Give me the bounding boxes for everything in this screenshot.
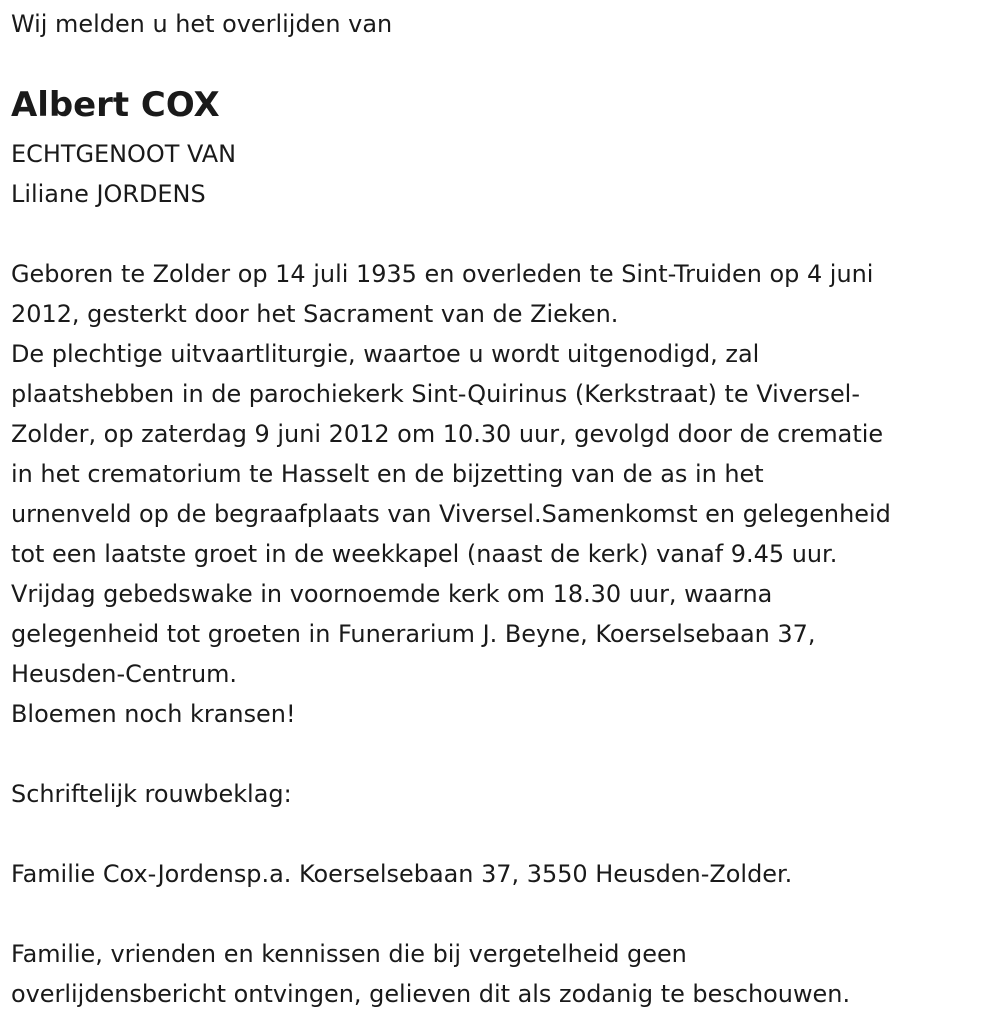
body-line: De plechtige uitvaartliturgie, waartoe u wordt uitgenodigd, zal [11, 340, 760, 368]
notice-body [11, 254, 991, 734]
spacer [11, 214, 991, 254]
closing-line: Familie, vrienden en kennissen die bij vergetelheid geen [11, 940, 687, 968]
closing-line: overlijdensbericht ontvingen, gelieven dit als zodanig te beschouwen. [11, 980, 851, 1008]
condolence-label: Schriftelijk rouwbeklag: [11, 780, 292, 808]
spacer [11, 894, 991, 934]
body-line: Zolder, op zaterdag 9 juni 2012 om 10.30 uur, gevolgd door de crematie [11, 420, 884, 448]
spacer [11, 734, 991, 774]
body-line: Heusden-Centrum. [11, 660, 238, 688]
deceased-name: Albert COX [11, 86, 220, 125]
body-line: Bloemen noch kransen! [11, 700, 296, 728]
relation-text: ECHTGENOOT VAN [11, 140, 237, 168]
spacer [11, 814, 991, 854]
body-line: gelegenheid tot groeten in Funerarium J. Beyne, Koerselsebaan 37, [11, 620, 816, 648]
family-address: Familie Cox-Jordensp.a. Koerselsebaan 37, 3550 Heusden-Zolder. [11, 860, 793, 888]
body-line: tot een laatste groet in de weekkapel (naast de kerk) vanaf 9.45 uur. [11, 540, 838, 568]
body-line: 2012, gesterkt door het Sacrament van de Zieken. [11, 300, 619, 328]
body-line: Geboren te Zolder op 14 juli 1935 en overleden te Sint-Truiden op 4 juni [11, 260, 874, 288]
obituary-notice [11, 0, 991, 1014]
body-line: urnenveld op de begraafplaats van Viversel.Samenkomst en gelegenheid [11, 500, 891, 528]
body-line: Vrijdag gebedswake in voornoemde kerk om 18.30 uur, waarna [11, 580, 773, 608]
spouse-name: Liliane JORDENS [11, 180, 206, 208]
intro-text: Wij melden u het overlijden van [11, 10, 393, 38]
spacer [11, 44, 991, 84]
closing-text [11, 934, 991, 1014]
body-line: plaatshebben in de parochiekerk Sint-Quirinus (Kerkstraat) te Viversel- [11, 380, 860, 408]
body-line: in het crematorium te Hasselt en de bijzetting van de as in het [11, 460, 764, 488]
